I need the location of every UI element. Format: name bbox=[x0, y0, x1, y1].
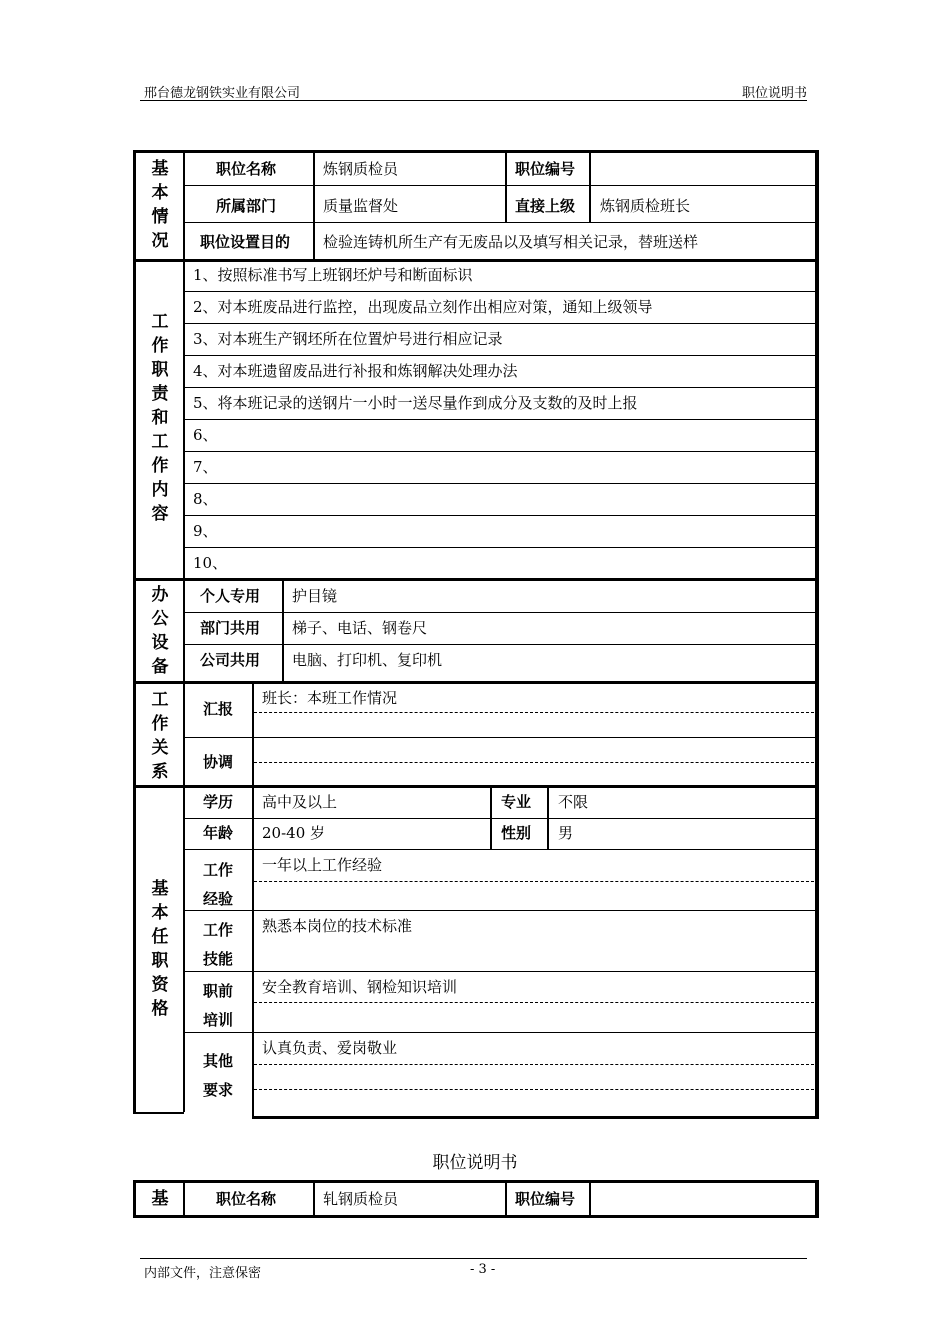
equipment-company-value: 电脑、打印机、复印机 bbox=[292, 651, 443, 669]
duty-item: 1、按照标准书写上班钢坯炉号和断面标识 bbox=[193, 266, 473, 284]
education-label: 学历 bbox=[203, 793, 234, 811]
purpose-label: 职位设置目的 bbox=[200, 233, 291, 251]
duty-item: 2、对本班废品进行监控，出现废品立刻作出相应对策，通知上级领导 bbox=[193, 298, 653, 316]
page-footer bbox=[140, 1258, 807, 1283]
equipment-dept-value: 梯子、电话、钢卷尺 bbox=[292, 619, 428, 637]
page-header bbox=[140, 82, 807, 101]
training-value: 安全教育培训、钢检知识培训 bbox=[262, 978, 458, 996]
experience-value: 一年以上工作经验 bbox=[262, 856, 383, 874]
superior-label: 直接上级 bbox=[515, 197, 576, 215]
report-value: 班长：本班工作情况 bbox=[262, 689, 398, 707]
duty-item: 5、将本班记录的送钢片一小时一送尽量作到成分及支数的及时上报 bbox=[193, 394, 638, 412]
equipment-company-label: 公司共用 bbox=[200, 651, 261, 669]
duty-item: 3、对本班生产钢坯所在位置炉号进行相应记录 bbox=[193, 330, 503, 348]
duty-item: 6、 bbox=[193, 426, 218, 444]
company-name: 邢台德龙钢铁实业有限公司 bbox=[144, 86, 301, 101]
second-doc-title: 职位说明书 bbox=[432, 1153, 518, 1173]
major-value: 不限 bbox=[558, 793, 589, 811]
position-name-value: 炼钢质检员 bbox=[323, 160, 399, 178]
department-label: 所属部门 bbox=[216, 197, 277, 215]
duty-item: 7、 bbox=[193, 458, 218, 476]
section-relations-title: 工作关系 bbox=[151, 690, 169, 782]
coord-label: 协调 bbox=[203, 753, 234, 771]
second-section-title: 基 bbox=[151, 1189, 169, 1209]
position-code-label: 职位编号 bbox=[515, 160, 576, 178]
training-label: 职前培训 bbox=[203, 982, 234, 1029]
position-name-label: 职位名称 bbox=[216, 160, 277, 178]
report-label: 汇报 bbox=[203, 700, 234, 718]
age-label: 年龄 bbox=[203, 824, 234, 842]
duty-item: 8、 bbox=[193, 490, 218, 508]
purpose-value: 检验连铸机所生产有无废品以及填写相关记录，替班送样 bbox=[323, 233, 699, 251]
other-value: 认真负责、爱岗敬业 bbox=[262, 1039, 398, 1057]
second-position-name-value: 轧钢质检员 bbox=[323, 1190, 399, 1208]
equipment-personal-label: 个人专用 bbox=[200, 587, 261, 605]
header-doc-title: 职位说明书 bbox=[741, 86, 807, 101]
second-position-name-label: 职位名称 bbox=[216, 1190, 277, 1208]
equipment-dept-label: 部门共用 bbox=[200, 619, 261, 637]
gender-value: 男 bbox=[558, 824, 574, 842]
duty-item: 4、对本班遗留废品进行补报和炼钢解决处理办法 bbox=[193, 362, 518, 380]
experience-label: 工作经验 bbox=[203, 861, 234, 908]
second-position-code-label: 职位编号 bbox=[515, 1190, 576, 1208]
skills-label: 工作技能 bbox=[203, 921, 234, 968]
department-value: 质量监督处 bbox=[323, 197, 399, 215]
age-value: 20-40 岁 bbox=[262, 824, 326, 842]
section-duties-title: 工作职责和工作内容 bbox=[151, 312, 169, 524]
equipment-personal-value: 护目镜 bbox=[292, 587, 338, 605]
section-qualifications-title: 基本任职资格 bbox=[151, 879, 169, 1019]
other-label: 其他要求 bbox=[203, 1052, 234, 1099]
gender-label: 性别 bbox=[501, 824, 532, 842]
superior-value: 炼钢质检班长 bbox=[600, 197, 691, 215]
duty-item: 10、 bbox=[193, 554, 228, 572]
skills-value: 熟悉本岗位的技术标准 bbox=[262, 917, 413, 935]
section-equipment-title: 办公设备 bbox=[151, 585, 169, 677]
education-value: 高中及以上 bbox=[262, 793, 338, 811]
confidential-note: 内部文件，注意保密 bbox=[144, 1266, 262, 1281]
major-label: 专业 bbox=[501, 793, 532, 811]
section-basic-title: 基本情况 bbox=[151, 159, 169, 251]
duty-item: 9、 bbox=[193, 522, 218, 540]
page-number: - 3 - bbox=[470, 1262, 496, 1277]
